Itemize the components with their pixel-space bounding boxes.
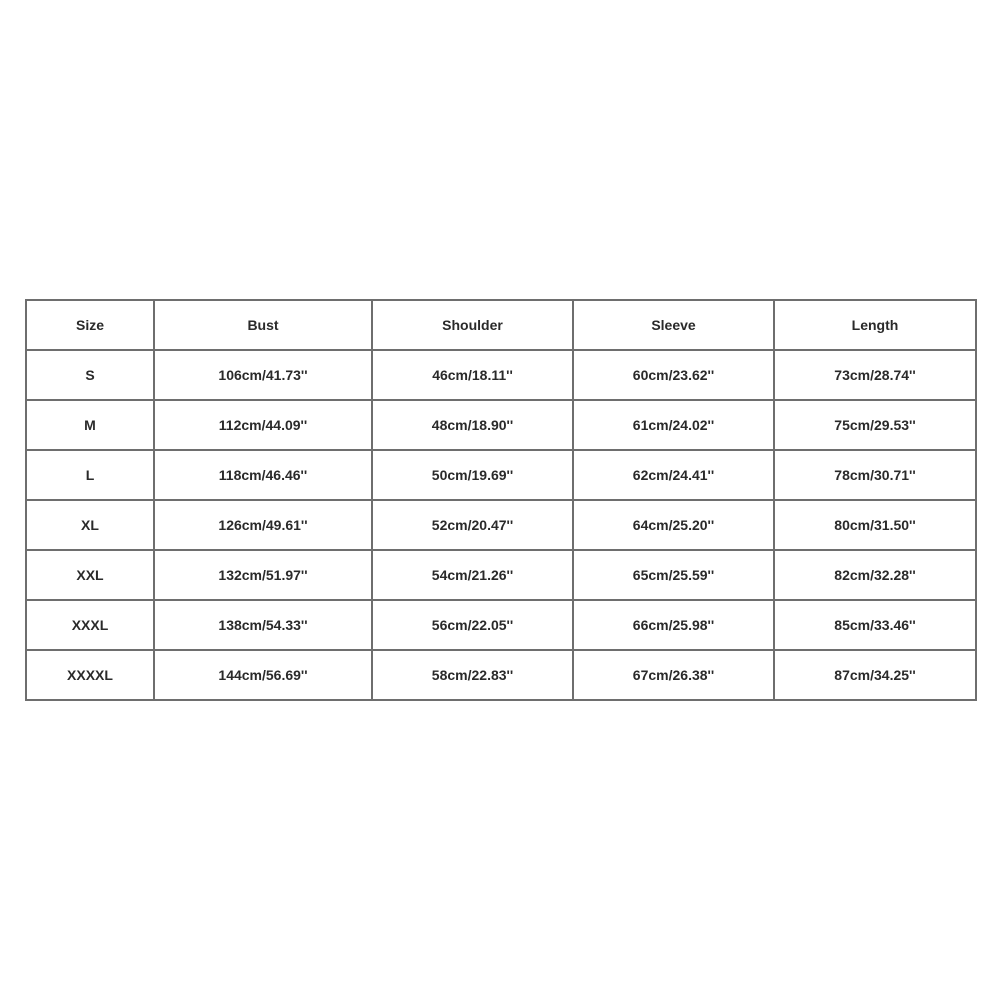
size-cell: XL — [26, 500, 154, 550]
table-row — [26, 550, 976, 600]
bust-cell: 112cm/44.09'' — [154, 400, 372, 450]
bust-cell: 126cm/49.61'' — [154, 500, 372, 550]
shoulder-cell: 54cm/21.26'' — [372, 550, 573, 600]
length-cell: 73cm/28.74'' — [774, 350, 976, 400]
header-sleeve: Sleeve — [573, 300, 774, 350]
shoulder-cell: 58cm/22.83'' — [372, 650, 573, 700]
shoulder-cell: 52cm/20.47'' — [372, 500, 573, 550]
length-cell: 75cm/29.53'' — [774, 400, 976, 450]
bust-cell: 132cm/51.97'' — [154, 550, 372, 600]
length-cell: 82cm/32.28'' — [774, 550, 976, 600]
size-cell: L — [26, 450, 154, 500]
sleeve-cell: 60cm/23.62'' — [573, 350, 774, 400]
length-cell: 80cm/31.50'' — [774, 500, 976, 550]
size-cell: S — [26, 350, 154, 400]
header-size: Size — [26, 300, 154, 350]
table-row — [26, 450, 976, 500]
table-row — [26, 650, 976, 700]
bust-cell: 138cm/54.33'' — [154, 600, 372, 650]
table-row — [26, 400, 976, 450]
size-cell: XXXL — [26, 600, 154, 650]
header-shoulder: Shoulder — [372, 300, 573, 350]
sleeve-cell: 65cm/25.59'' — [573, 550, 774, 600]
table-header-row — [26, 300, 976, 350]
sleeve-cell: 66cm/25.98'' — [573, 600, 774, 650]
shoulder-cell: 50cm/19.69'' — [372, 450, 573, 500]
shoulder-cell: 56cm/22.05'' — [372, 600, 573, 650]
bust-cell: 144cm/56.69'' — [154, 650, 372, 700]
shoulder-cell: 46cm/18.11'' — [372, 350, 573, 400]
size-cell: XXXXL — [26, 650, 154, 700]
header-bust: Bust — [154, 300, 372, 350]
size-cell: XXL — [26, 550, 154, 600]
bust-cell: 118cm/46.46'' — [154, 450, 372, 500]
header-length: Length — [774, 300, 976, 350]
size-chart-table — [25, 299, 977, 701]
table-row — [26, 500, 976, 550]
sleeve-cell: 62cm/24.41'' — [573, 450, 774, 500]
length-cell: 78cm/30.71'' — [774, 450, 976, 500]
table-row — [26, 600, 976, 650]
size-cell: M — [26, 400, 154, 450]
length-cell: 85cm/33.46'' — [774, 600, 976, 650]
sleeve-cell: 64cm/25.20'' — [573, 500, 774, 550]
sleeve-cell: 61cm/24.02'' — [573, 400, 774, 450]
shoulder-cell: 48cm/18.90'' — [372, 400, 573, 450]
sleeve-cell: 67cm/26.38'' — [573, 650, 774, 700]
bust-cell: 106cm/41.73'' — [154, 350, 372, 400]
length-cell: 87cm/34.25'' — [774, 650, 976, 700]
table-row — [26, 350, 976, 400]
